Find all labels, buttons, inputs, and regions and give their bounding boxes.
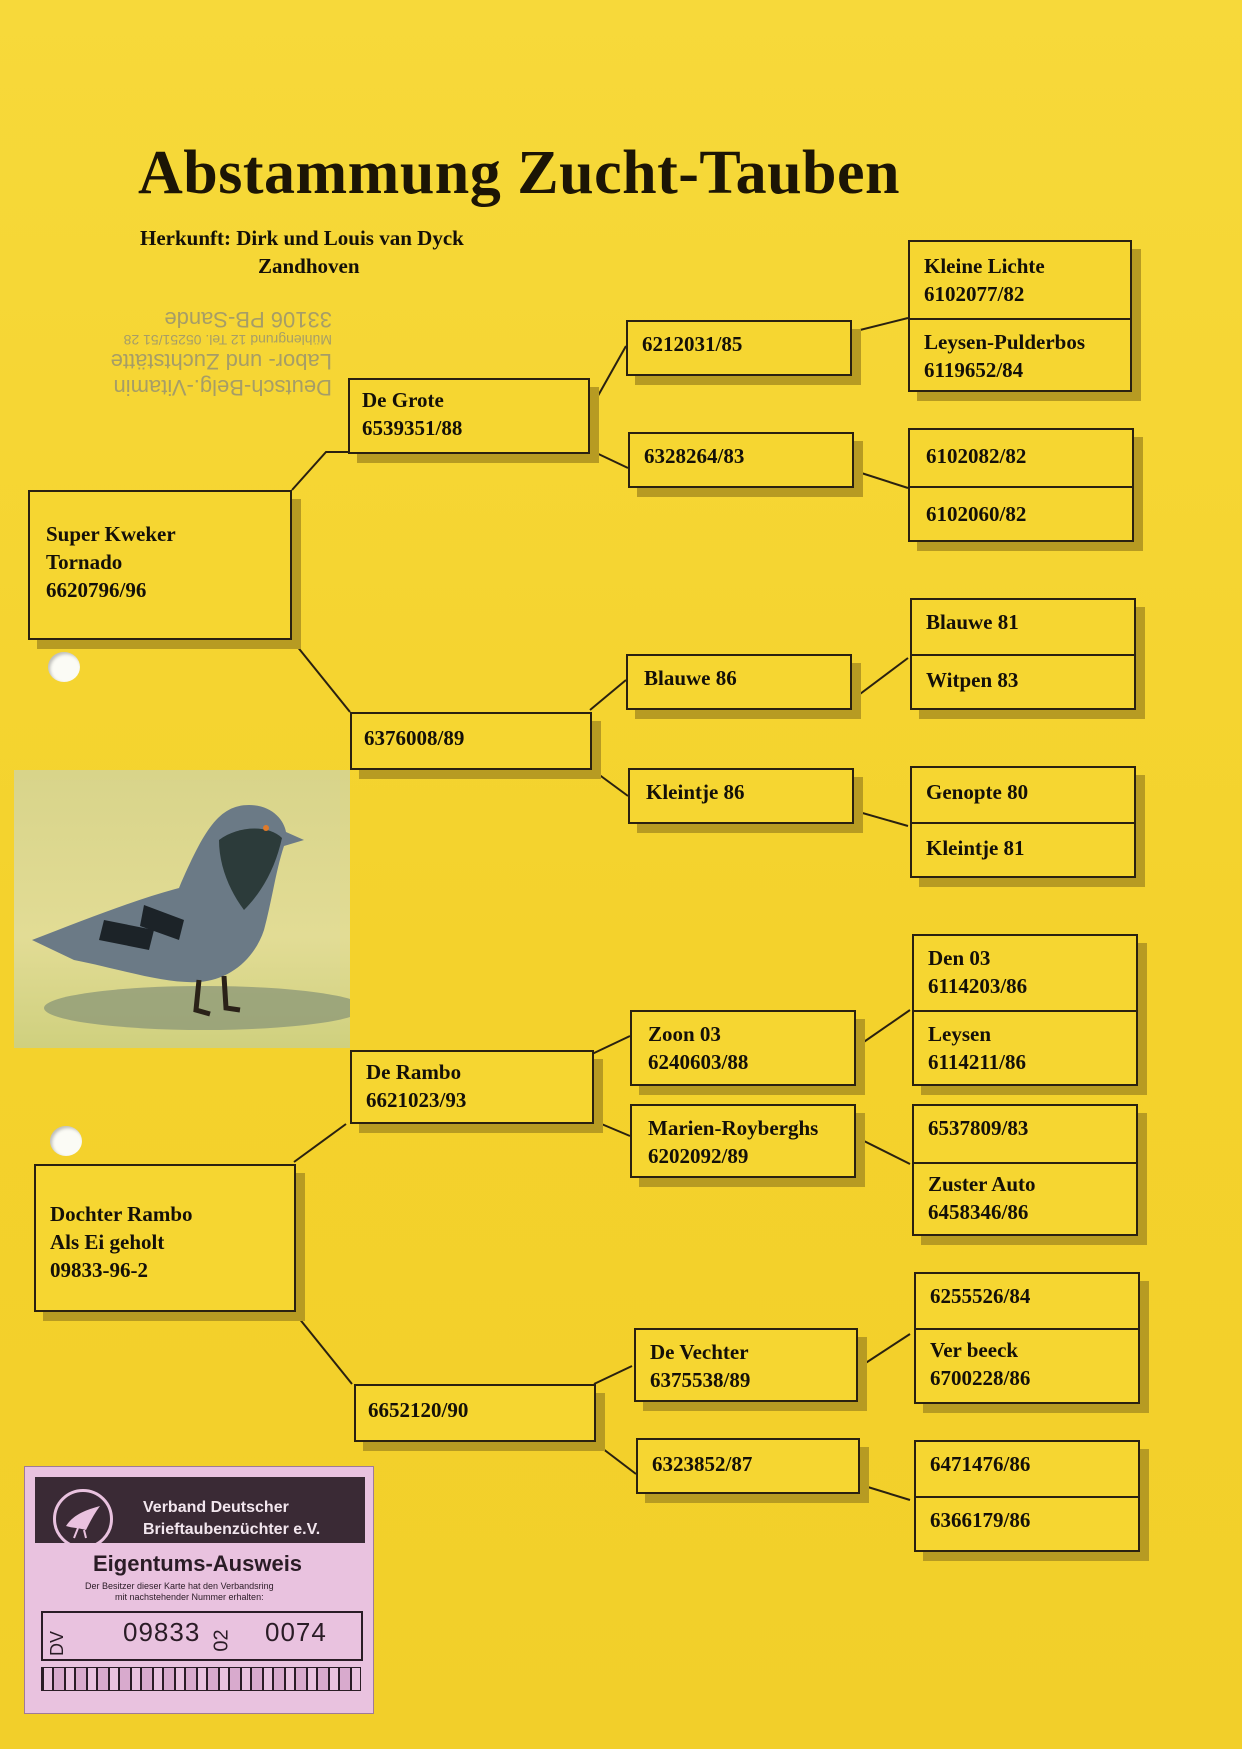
card-title: Eigentums-Ausweis	[93, 1551, 303, 1576]
sire-a-ring: 6539351/88	[362, 416, 463, 440]
pigeon-photo	[14, 770, 350, 1048]
dam-sire-b-ring: 6375538/89	[650, 1368, 751, 1392]
g3-b-b-bot-ring: 6458346/86	[928, 1200, 1029, 1224]
g3-a-bot-name: Leysen-Pulderbos	[924, 330, 1086, 354]
stamp-line-2: Labor- und Zuchtstätte	[110, 349, 332, 374]
g3-divider	[914, 1328, 1140, 1330]
dam-sire-b-name: De Vechter	[650, 1340, 749, 1364]
g3-divider	[910, 822, 1136, 824]
ownership-card	[24, 1466, 374, 1714]
ring-number-2: 0074	[265, 1617, 327, 1647]
sire-b-ring: 6621023/93	[366, 1088, 467, 1112]
card-pattern-strip	[41, 1667, 361, 1691]
subject-b-name: Dochter Rambo	[50, 1202, 193, 1226]
sire-sire-b-ring: 6240603/88	[648, 1050, 749, 1074]
ring-year: 02	[210, 1629, 233, 1652]
dam-sire-a-name: Blauwe 86	[644, 666, 737, 690]
g3-c-top-name: Blauwe 81	[926, 610, 1019, 634]
subject-a-alias: Tornado	[46, 550, 123, 574]
g3-a-top-ring: 6102077/82	[924, 282, 1025, 306]
g3-b-bot-ring: 6102060/82	[926, 502, 1027, 526]
dam-dam-a-name: Kleintje 86	[646, 780, 745, 804]
sire-dam-a-ring: 6328264/83	[644, 444, 745, 468]
origin-place: Zandhoven	[258, 254, 360, 278]
g3-b-c-bot-ring: 6700228/86	[930, 1366, 1031, 1390]
g3-b-b-top-ring: 6537809/83	[928, 1116, 1029, 1140]
g3-divider	[910, 654, 1136, 656]
subject-a-ring: 6620796/96	[46, 578, 147, 602]
g3-a-bot-ring: 6119652/84	[924, 358, 1024, 382]
subject-b-ring: 09833-96-2	[50, 1258, 148, 1282]
sire-dam-b-ring: 6202092/89	[648, 1144, 749, 1168]
sire-a-name: De Grote	[362, 388, 444, 412]
punch-hole	[48, 652, 80, 682]
ring-number-1: 09833	[123, 1617, 201, 1647]
punch-hole	[50, 1126, 82, 1156]
g3-d-bot-name: Kleintje 81	[926, 836, 1025, 860]
g3-b-a-top-name: Den 03	[928, 946, 991, 970]
g3-b-b-bot-name: Zuster Auto	[928, 1172, 1036, 1196]
dam-a-ring: 6376008/89	[364, 726, 465, 750]
g3-a-top-name: Kleine Lichte	[924, 254, 1045, 278]
card-org-line-2: Brieftaubenzüchter e.V.	[143, 1521, 321, 1538]
dove-logo-icon	[53, 1489, 113, 1549]
dam-b-ring: 6652120/90	[368, 1398, 469, 1422]
g3-b-c-top-ring: 6255526/84	[930, 1284, 1031, 1308]
g3-b-a-top-ring: 6114203/86	[928, 974, 1028, 998]
stamp-line-3: Mühlengrund 12 Tel. 05251/51 28	[123, 332, 332, 348]
sire-b-name: De Rambo	[366, 1060, 462, 1084]
g3-b-d-top-ring: 6471476/86	[930, 1452, 1031, 1476]
stamp-line-1: Deutsch-Belg.-Vitamin	[113, 375, 332, 400]
card-org-line-1: Verband Deutscher	[143, 1499, 289, 1516]
card-note-line-1: Der Besitzer dieser Karte hat den Verbandsring	[85, 1581, 274, 1591]
g3-divider	[908, 318, 1132, 320]
subject-b-note: Als Ei geholt	[50, 1230, 165, 1254]
g3-divider	[912, 1010, 1138, 1012]
sire-sire-a-ring: 6212031/85	[642, 332, 743, 356]
g3-c-bot-name: Witpen 83	[926, 668, 1019, 692]
g3-divider	[908, 486, 1134, 488]
page-title: Abstammung Zucht-Tauben	[138, 139, 901, 207]
g3-b-c-bot-name: Ver beeck	[930, 1338, 1019, 1362]
dam-dam-b-ring: 6323852/87	[652, 1452, 753, 1476]
pigeon-illustration	[14, 770, 350, 1048]
card-note-line-2: mit nachstehender Nummer erhalten:	[115, 1592, 264, 1602]
origin-line: Herkunft: Dirk und Louis van Dyck	[140, 226, 464, 250]
card-header	[35, 1477, 365, 1543]
g3-d-top-name: Genopte 80	[926, 780, 1029, 804]
g3-b-a-bot-ring: 6114211/86	[928, 1050, 1027, 1074]
g3-divider	[912, 1162, 1138, 1164]
subject-a-name: Super Kweker	[46, 522, 176, 546]
sire-sire-b-name: Zoon 03	[648, 1022, 721, 1046]
g3-b-d-bot-ring: 6366179/86	[930, 1508, 1031, 1532]
ring-prefix: DV	[47, 1630, 68, 1657]
g3-divider	[914, 1496, 1140, 1498]
g3-b-top-ring: 6102082/82	[926, 444, 1027, 468]
stamp-line-4: 33106 PB-Sande	[164, 307, 332, 332]
g3-b-a-bot-name: Leysen	[928, 1022, 991, 1046]
sire-dam-b-name: Marien-Royberghs	[648, 1116, 819, 1140]
